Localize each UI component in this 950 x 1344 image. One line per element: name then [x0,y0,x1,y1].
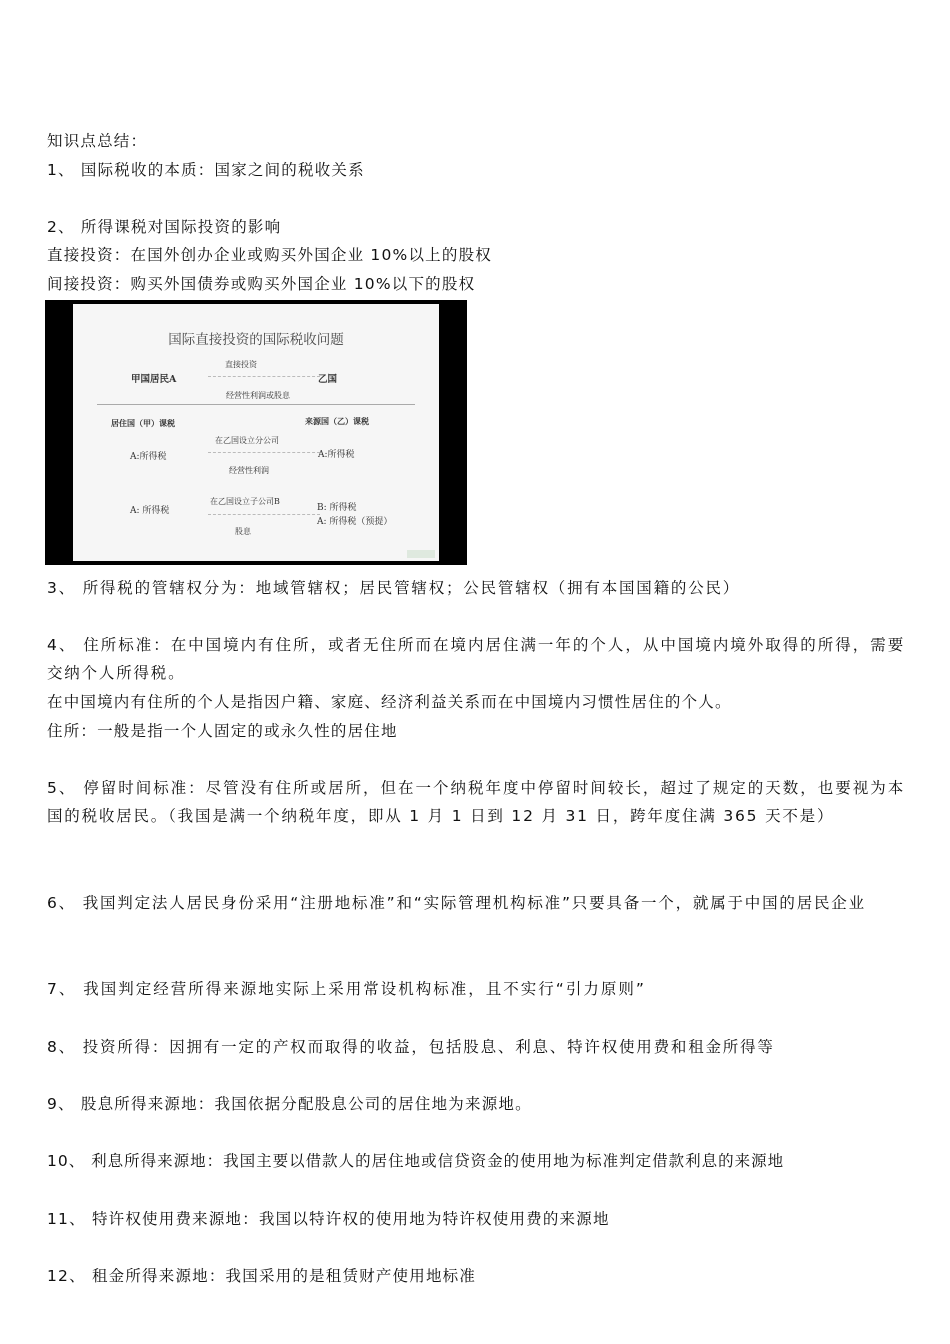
slide-b-income-tax: B: 所得税 [317,503,357,513]
item-3: 3、 所得税的管辖权分为：地域管辖权；居民管辖权；公民管辖权（拥有本国国籍的公民） [47,579,741,597]
item-7: 7、 我国判定经营所得来源地实际上采用常设机构标准，且不实行“引力原则” [47,980,646,998]
slide-residence-country: 居住国（甲）课税 [111,418,175,428]
slide-a-income-tax-1: A:所得税 [130,452,167,462]
slide-arrow [208,452,320,453]
slide-a-income-tax-2: A: 所得税 [130,506,170,516]
slide-source-country: 来源国（乙）课税 [305,416,369,426]
heading: 知识点总结： [47,132,148,150]
slide-profit-label: 经营性利润或股息 [226,391,290,400]
slide-a-income-tax-right: A:所得税 [318,450,355,460]
slide-title: 国际直接投资的国际税收问题 [168,332,344,348]
slide-subsidiary: 在乙国设立子公司B [210,497,280,506]
slide-arrow [208,376,320,377]
slide-logo [407,550,435,558]
item-4: 4、 住所标准：在中国境内有住所，或者无住所而在境内居住满一年的个人，从中国境内境外取得的所得，需要交纳个人所得税。 [47,636,905,682]
slide-content [73,304,439,561]
slide-image [45,300,467,565]
item-11: 11、 特许权使用费来源地：我国以特许权的使用地为特许权使用费的来源地 [47,1210,610,1228]
item-9: 9、 股息所得来源地：我国依据分配股息公司的居住地为来源地。 [47,1095,532,1113]
item-5: 5、 停留时间标准：尽管没有住所或居所，但在一个纳税年度中停留时间较长，超过了规定的天数，也要视为本国的税收居民。（我国是满一个纳税年度，即从 1 月 1 日到 12 月 31 日，跨年度住满 365 天不是） [47,779,905,825]
item-4-residence: 住所：一般是指一个人固定的或永久性的居住地 [47,722,398,740]
slide-arrow [208,514,320,515]
item-2-direct-investment: 直接投资：在国外创办企业或购买外国企业 10%以上的股权 [47,246,492,264]
item-6: 6、 我国判定法人居民身份采用“注册地标准”和“实际管理机构标准”只要具备一个，就属于中国的居民企业 [47,894,866,912]
slide-country-b: 乙国 [318,374,338,385]
item-1: 1、 国际税收的本质：国家之间的税收关系 [47,161,365,179]
slide-operating-profit: 经营性利润 [229,466,269,475]
item-4-domicile: 在中国境内有住所的个人是指因户籍、家庭、经济利益关系而在中国境内习惯性居住的个人。 [47,693,732,711]
slide-party-a: 甲国居民A [131,374,177,385]
item-2-indirect-investment: 间接投资：购买外国债券或购买外国企业 10%以下的股权 [47,275,476,293]
item-10: 10、 利息所得来源地：我国主要以借款人的居住地或信贷资金的使用地为标准判定借款利息的来源地 [47,1152,785,1170]
slide-dividend: 股息 [235,527,251,536]
slide-divider [97,404,415,405]
slide-direct-investment: 直接投资 [225,360,257,369]
slide-branch: 在乙国设立分公司 [215,436,279,445]
slide-a-withholding: A: 所得税（预提） [317,517,393,527]
item-8: 8、 投资所得：因拥有一定的产权而取得的收益，包括股息、利息、特许权使用费和租金所得等 [47,1038,775,1056]
item-12: 12、 租金所得来源地：我国采用的是租赁财产使用地标准 [47,1267,477,1285]
item-2: 2、 所得课税对国际投资的影响 [47,218,282,236]
